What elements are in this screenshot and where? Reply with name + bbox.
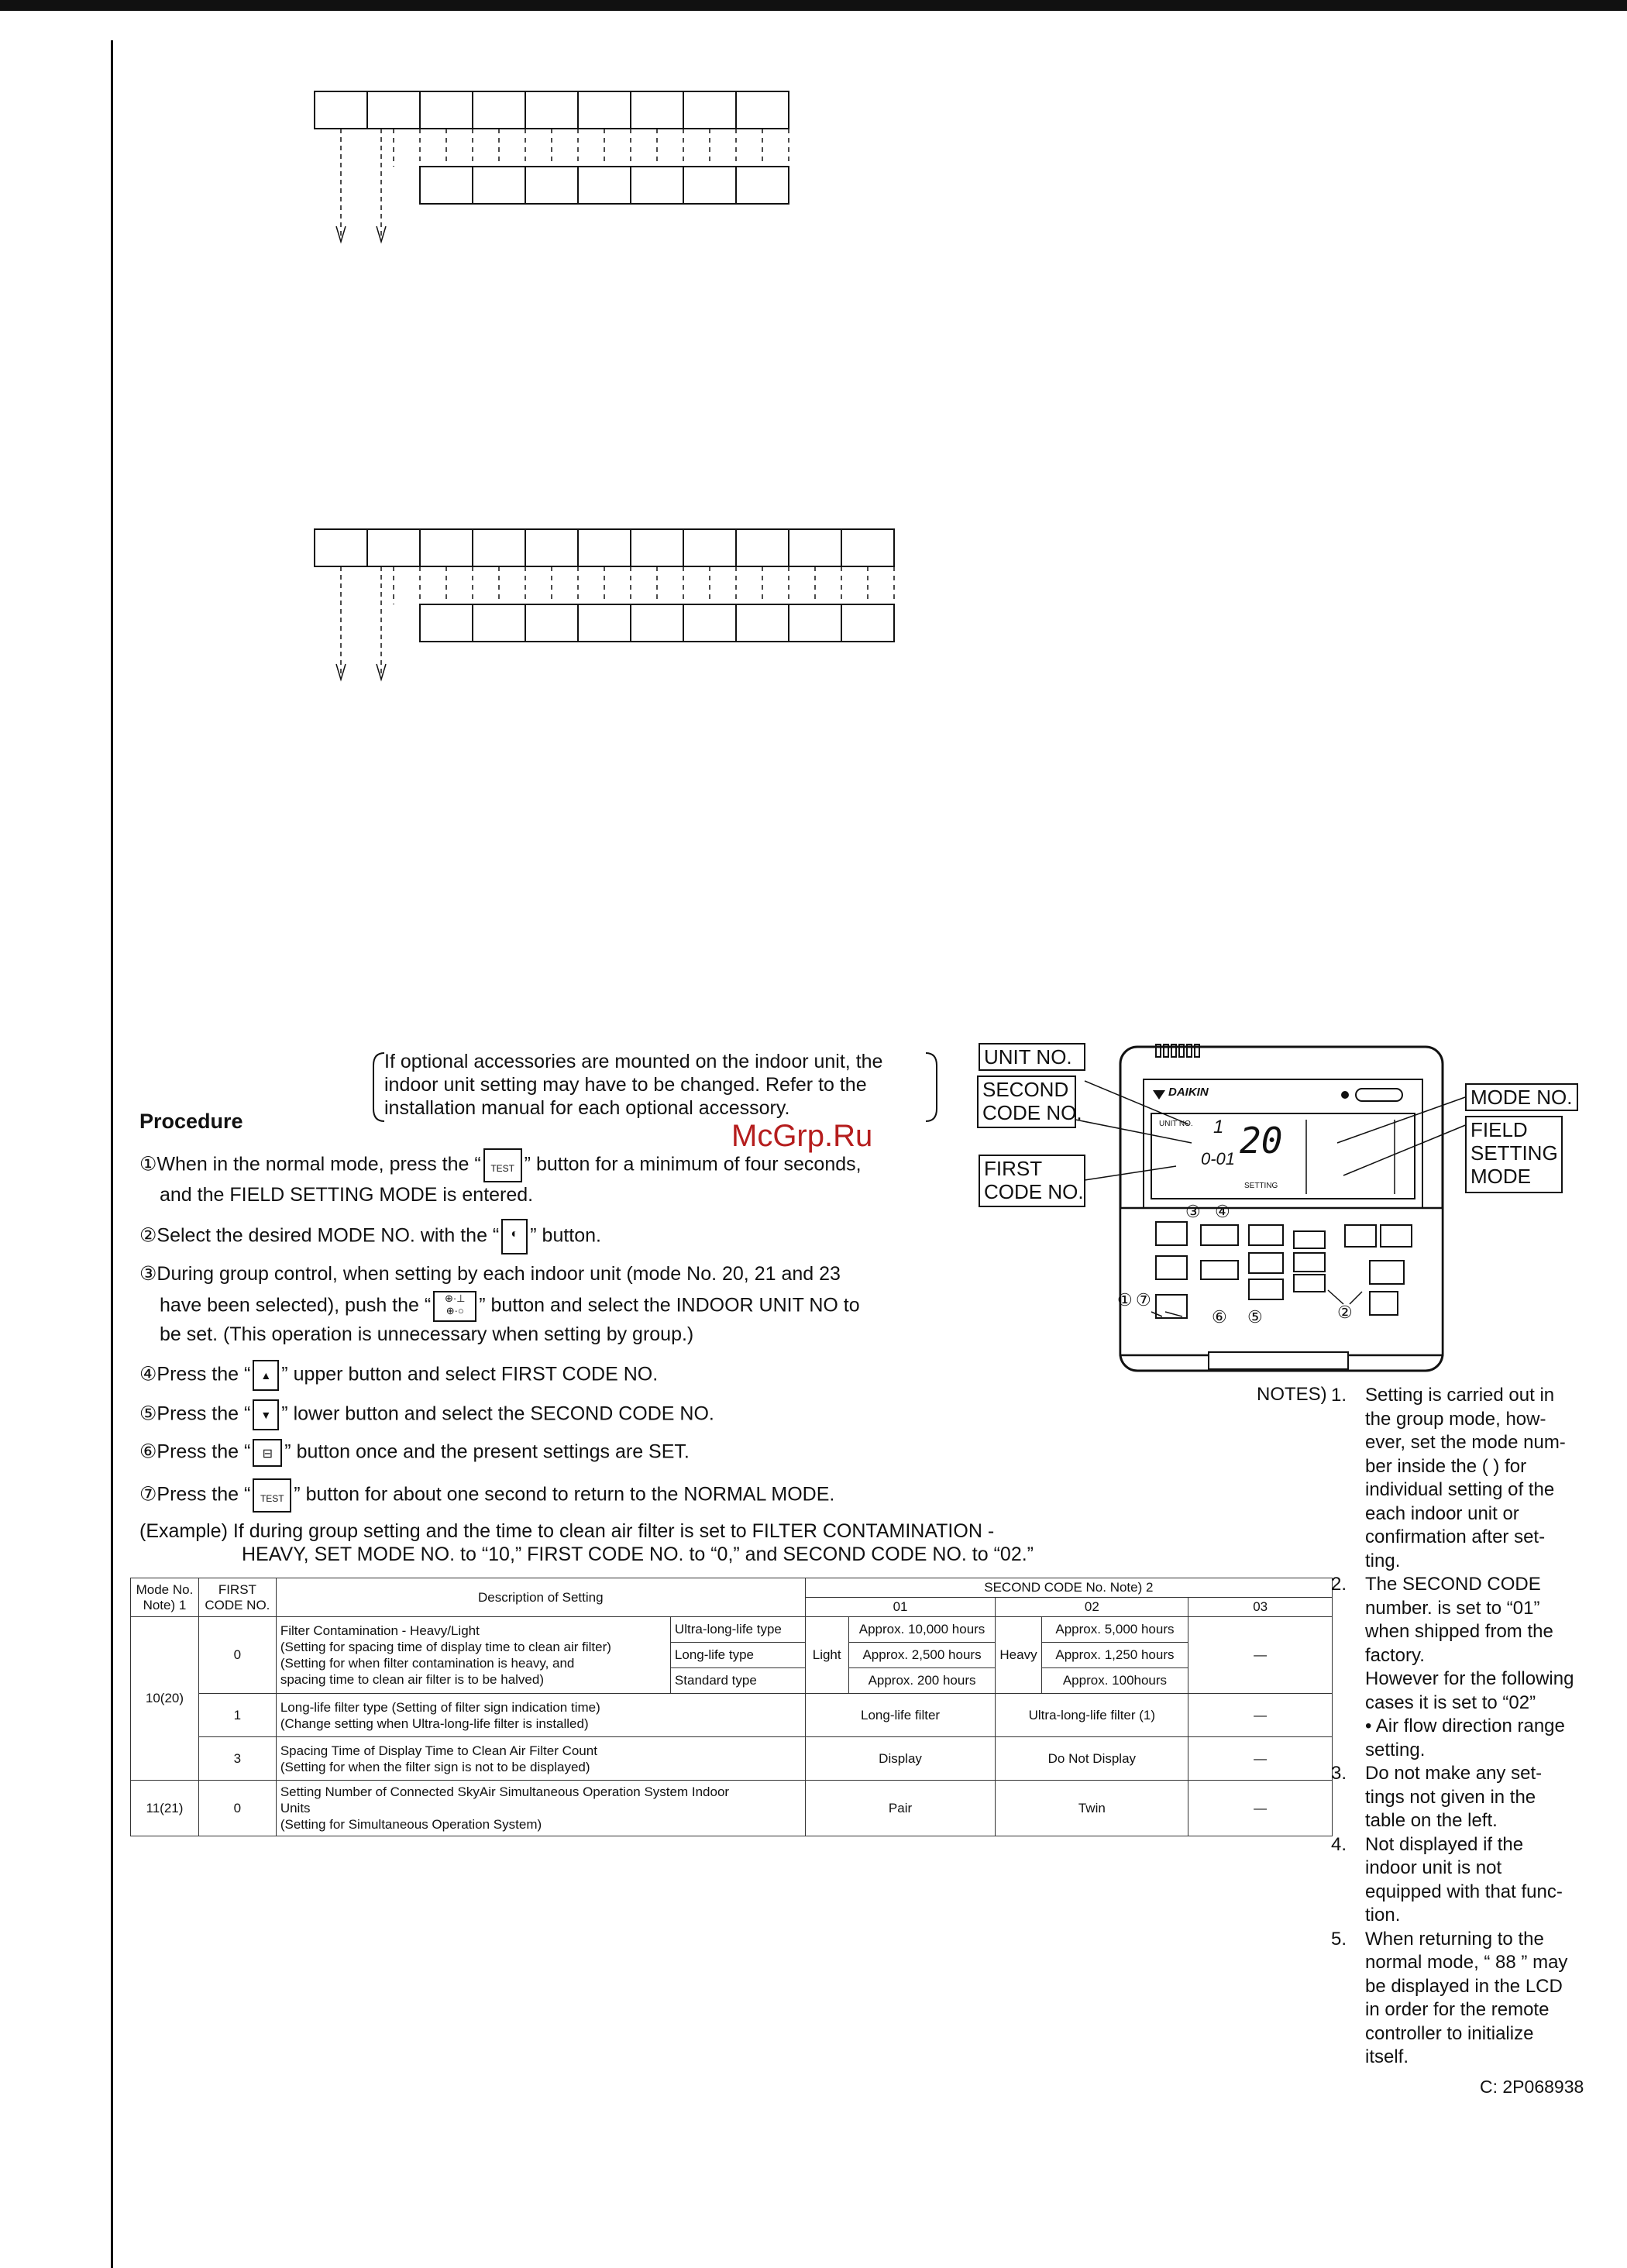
cell-first-code: 0 bbox=[198, 1617, 276, 1694]
desc-line: (Setting for when the filter sign is not to be displayed) bbox=[280, 1759, 590, 1774]
header-col-02: 02 bbox=[996, 1598, 1188, 1617]
header-col-03: 03 bbox=[1188, 1598, 1333, 1617]
label-unit-no: UNIT NO. bbox=[984, 1045, 1072, 1069]
procedure-step-7 bbox=[139, 1478, 834, 1513]
top-upper-box bbox=[473, 91, 525, 129]
mid-lower-box bbox=[473, 604, 525, 642]
mid-lower-box bbox=[631, 604, 683, 642]
note-line: when shipped from the bbox=[1365, 1621, 1553, 1642]
top-lower-box bbox=[473, 167, 525, 204]
desc-line: spacing time to clean air filter is to be halved) bbox=[280, 1672, 544, 1687]
top-lower-box bbox=[525, 167, 578, 204]
mid-upper-box bbox=[420, 529, 473, 566]
step-text: Select the desired MODE NO. with the “ bbox=[157, 1224, 500, 1247]
note-line: cases it is set to “02” bbox=[1365, 1692, 1536, 1713]
mid-upper-box bbox=[841, 529, 894, 566]
step-number: ⑤ bbox=[139, 1402, 157, 1425]
unit-select-key-icon: ⊕·⊥ ⊕·○ bbox=[433, 1291, 476, 1322]
header-text: Note) 1 bbox=[143, 1597, 187, 1612]
callout-6: ⑥ bbox=[1212, 1307, 1227, 1327]
label-field-line: MODE bbox=[1470, 1165, 1531, 1188]
callout-1: ① bbox=[1117, 1290, 1133, 1310]
cell-value: Approx. 2,500 hours bbox=[848, 1643, 996, 1668]
cell-mode: 11(21) bbox=[131, 1781, 199, 1836]
document-code: C: 2P068938 bbox=[1480, 2077, 1584, 2097]
mid-lower-box bbox=[683, 604, 736, 642]
step-text-cont: and the FIELD SETTING MODE is entered. bbox=[160, 1184, 534, 1206]
down-key-icon: ▼ bbox=[253, 1399, 279, 1430]
top-lower-box bbox=[631, 167, 683, 204]
step-text: ” button once and the present settings are SET. bbox=[284, 1440, 690, 1463]
callout-7: ⑦ bbox=[1136, 1290, 1151, 1310]
note-line: table on the left. bbox=[1365, 1810, 1498, 1831]
set-key-icon: ⊟ bbox=[253, 1439, 282, 1467]
cell-heavy: Heavy bbox=[996, 1617, 1041, 1694]
note-line: indoor unit is not bbox=[1365, 1857, 1502, 1878]
note-line: in order for the remote bbox=[1365, 1999, 1550, 2020]
step-text: ” upper button and select FIRST CODE NO. bbox=[281, 1363, 659, 1385]
note-line: ting. bbox=[1365, 1550, 1401, 1571]
cell-mode: 10(20) bbox=[131, 1617, 199, 1781]
cell-value: Approx. 1,250 hours bbox=[1041, 1643, 1188, 1668]
cell-value: — bbox=[1188, 1781, 1333, 1836]
top-upper-box bbox=[420, 91, 473, 129]
note-line: each indoor unit or bbox=[1365, 1502, 1519, 1524]
callout-5: ⑤ bbox=[1247, 1307, 1263, 1327]
cell-description bbox=[276, 1617, 670, 1694]
cell-value: Ultra-long-life filter (1) bbox=[996, 1694, 1188, 1737]
cell-value: Approx. 10,000 hours bbox=[848, 1617, 996, 1643]
note-line: be displayed in the LCD bbox=[1365, 1975, 1563, 1997]
note-line: tion. bbox=[1365, 1905, 1401, 1926]
mid-lower-box bbox=[736, 604, 789, 642]
note-line: tings not given in the bbox=[1365, 1786, 1536, 1808]
header-text: CODE NO. bbox=[205, 1597, 270, 1612]
step-text: When in the normal mode, press the “ bbox=[157, 1153, 481, 1175]
note-line: ber inside the ( ) for bbox=[1365, 1455, 1527, 1477]
mid-lower-box bbox=[525, 604, 578, 642]
notes-label: NOTES) bbox=[1257, 1384, 1327, 1405]
procedure-step-4 bbox=[139, 1360, 658, 1391]
top-upper-box bbox=[683, 91, 736, 129]
remote-controller-figure bbox=[976, 1042, 1581, 1375]
top-upper-box bbox=[736, 91, 789, 129]
note-item-4 bbox=[1331, 1833, 1610, 1928]
step-text: ” lower button and select the SECOND CODE NO. bbox=[281, 1402, 714, 1425]
accessory-note bbox=[370, 1050, 940, 1124]
desc-line: (Change setting when Ultra-long-life filter is installed) bbox=[280, 1716, 589, 1731]
label-first-code-line: CODE NO. bbox=[984, 1180, 1084, 1203]
procedure-step-6 bbox=[139, 1439, 690, 1467]
accessory-note-line: indoor unit setting may have to be changed. Refer to the bbox=[384, 1074, 867, 1096]
top-lower-box bbox=[683, 167, 736, 204]
cell-value: Do Not Display bbox=[996, 1737, 1188, 1781]
label-mode-no: MODE NO. bbox=[1470, 1086, 1573, 1109]
procedure-step-2 bbox=[139, 1219, 601, 1254]
accessory-note-line: If optional accessories are mounted on the indoor unit, the bbox=[384, 1051, 883, 1072]
note-item-3 bbox=[1331, 1762, 1610, 1833]
note-number: 4. bbox=[1331, 1833, 1347, 1855]
mid-upper-box bbox=[525, 529, 578, 566]
cell-description bbox=[276, 1737, 805, 1781]
note-line: controller to initialize bbox=[1365, 2022, 1534, 2044]
cell-filter-type: Long-life type bbox=[670, 1643, 805, 1668]
top-lower-box bbox=[736, 167, 789, 204]
mid-upper-box bbox=[631, 529, 683, 566]
margin-rule bbox=[111, 40, 113, 2268]
step-text: Press the “ bbox=[157, 1483, 251, 1506]
note-line: normal mode, “ 88 ” may bbox=[1365, 1952, 1568, 1973]
mid-lower-box bbox=[420, 604, 473, 642]
notes-list bbox=[1331, 1384, 1610, 2070]
cell-description bbox=[276, 1694, 805, 1737]
bit-diagram-middle bbox=[294, 523, 914, 686]
note-item-2 bbox=[1331, 1573, 1610, 1762]
callout-4: ④ bbox=[1215, 1202, 1230, 1221]
desc-line: Long-life filter type (Setting of filter sign indication time) bbox=[280, 1699, 600, 1715]
desc-line: Spacing Time of Display Time to Clean Air Filter Count bbox=[280, 1743, 597, 1758]
cell-first-code: 0 bbox=[198, 1781, 276, 1836]
note-line: Setting is carried out in bbox=[1365, 1385, 1555, 1406]
note-line: Not displayed if the bbox=[1365, 1833, 1524, 1855]
cell-value: Display bbox=[805, 1737, 996, 1781]
step-text: have been selected), push the “ bbox=[160, 1294, 432, 1316]
daikin-logo: DAIKIN bbox=[1168, 1086, 1209, 1099]
cell-first-code: 1 bbox=[198, 1694, 276, 1737]
header-second-code: SECOND CODE No. Note) 2 bbox=[805, 1578, 1332, 1598]
label-field-line: SETTING bbox=[1470, 1141, 1558, 1165]
label-first-code bbox=[984, 1157, 1084, 1203]
step-text: ” button and select the INDOOR UNIT NO to bbox=[479, 1294, 860, 1316]
step-number: ③ bbox=[139, 1263, 157, 1285]
example-line-2: HEAVY, SET MODE NO. to “10,” FIRST CODE NO. to “0,” and SECOND CODE NO. to “02.” bbox=[242, 1544, 1034, 1565]
desc-line: (Setting for when filter contamination is heavy, and bbox=[280, 1656, 575, 1671]
top-upper-box bbox=[631, 91, 683, 129]
cell-first-code: 3 bbox=[198, 1737, 276, 1781]
note-line: individual setting of the bbox=[1365, 1479, 1555, 1500]
step-text: During group control, when setting by each indoor unit (mode No. 20, 21 and 23 bbox=[157, 1263, 841, 1285]
note-line: number. is set to “01” bbox=[1365, 1597, 1540, 1619]
lcd-code-value: 0-01 bbox=[1201, 1149, 1236, 1168]
top-upper-box bbox=[367, 91, 420, 129]
note-number: 1. bbox=[1331, 1385, 1347, 1406]
note-line: factory. bbox=[1365, 1644, 1425, 1666]
step-number: ② bbox=[139, 1224, 157, 1247]
mode-key-icon: ◐ bbox=[501, 1219, 528, 1254]
label-first-code-line: FIRST bbox=[984, 1157, 1043, 1180]
top-lower-box bbox=[420, 167, 473, 204]
note-line: However for the following bbox=[1365, 1668, 1574, 1689]
example-line-1: (Example) If during group setting and the time to clean air filter is set to FILTER CONTAMINATION - bbox=[139, 1520, 995, 1542]
step-text: ” button. bbox=[530, 1224, 601, 1247]
step-text: Press the “ bbox=[157, 1440, 251, 1463]
cell-value: — bbox=[1188, 1617, 1333, 1694]
note-number: 5. bbox=[1331, 1928, 1347, 1950]
header-description: Description of Setting bbox=[276, 1578, 805, 1617]
note-line: When returning to the bbox=[1365, 1928, 1544, 1950]
cell-value: Long-life filter bbox=[805, 1694, 996, 1737]
note-line: ever, set the mode num- bbox=[1365, 1432, 1566, 1453]
desc-line: Filter Contamination - Heavy/Light bbox=[280, 1623, 480, 1638]
desc-line: Units bbox=[280, 1801, 311, 1815]
step-text: ” button for a minimum of four seconds, bbox=[524, 1153, 862, 1175]
mid-lower-box bbox=[789, 604, 841, 642]
top-upper-box bbox=[315, 91, 367, 129]
step-number: ④ bbox=[139, 1363, 157, 1385]
cell-value: — bbox=[1188, 1737, 1333, 1781]
top-lower-box bbox=[578, 167, 631, 204]
cell-value: Approx. 5,000 hours bbox=[1041, 1617, 1188, 1643]
cell-filter-type: Ultra-long-life type bbox=[670, 1617, 805, 1643]
header-text: Mode No. bbox=[136, 1581, 194, 1597]
mid-upper-box bbox=[789, 529, 841, 566]
label-second-code-line: CODE NO. bbox=[982, 1101, 1082, 1124]
cell-value: — bbox=[1188, 1694, 1333, 1737]
note-item-5 bbox=[1331, 1928, 1610, 2070]
desc-line: Setting Number of Connected SkyAir Simultaneous Operation System Indoor bbox=[280, 1784, 730, 1799]
mid-upper-box bbox=[736, 529, 789, 566]
cell-value: Twin bbox=[996, 1781, 1188, 1836]
step-text: ” button for about one second to return to the NORMAL MODE. bbox=[294, 1483, 835, 1506]
header-col-01: 01 bbox=[805, 1598, 996, 1617]
mid-upper-box bbox=[578, 529, 631, 566]
header-text: FIRST bbox=[218, 1581, 256, 1597]
note-number: 2. bbox=[1331, 1574, 1347, 1595]
mid-upper-box bbox=[315, 529, 367, 566]
note-line: confirmation after set- bbox=[1365, 1526, 1546, 1547]
top-upper-box bbox=[578, 91, 631, 129]
bit-diagram-top bbox=[294, 85, 837, 248]
mid-upper-box bbox=[683, 529, 736, 566]
top-upper-box bbox=[525, 91, 578, 129]
note-item-1 bbox=[1331, 1384, 1610, 1573]
lcd-mode-value: 20 bbox=[1240, 1120, 1283, 1162]
accessory-note-line: installation manual for each optional accessory. bbox=[384, 1097, 790, 1119]
desc-line: (Setting for Simultaneous Operation System) bbox=[280, 1817, 542, 1832]
step-text: Press the “ bbox=[157, 1363, 251, 1385]
step-number: ① bbox=[139, 1153, 157, 1175]
cell-value: Approx. 100hours bbox=[1041, 1668, 1188, 1694]
field-setting-table bbox=[130, 1578, 1333, 1836]
desc-line: (Setting for spacing time of display time to clean air filter) bbox=[280, 1640, 611, 1654]
lcd-unit-value: 1 bbox=[1213, 1117, 1224, 1137]
step-number: ⑦ bbox=[139, 1483, 157, 1506]
procedure-title: Procedure bbox=[139, 1110, 243, 1133]
note-line: setting. bbox=[1365, 1739, 1426, 1760]
procedure-step-1 bbox=[139, 1148, 862, 1207]
mid-lower-box bbox=[578, 604, 631, 642]
lcd-setting-label: SETTING bbox=[1244, 1182, 1278, 1190]
cell-value: Pair bbox=[805, 1781, 996, 1836]
callout-3: ③ bbox=[1185, 1202, 1201, 1221]
procedure-step-5 bbox=[139, 1399, 714, 1430]
procedure-step-3 bbox=[139, 1261, 860, 1347]
cell-value: Approx. 200 hours bbox=[848, 1668, 996, 1694]
note-number: 3. bbox=[1331, 1763, 1347, 1784]
header-mode-no bbox=[131, 1578, 199, 1617]
test-key-icon: TEST bbox=[483, 1148, 522, 1182]
step-text: Press the “ bbox=[157, 1402, 251, 1425]
step-text-cont: be set. (This operation is unnecessary when setting by group.) bbox=[160, 1323, 694, 1345]
note-line: • Air flow direction range bbox=[1365, 1716, 1565, 1736]
step-number: ⑥ bbox=[139, 1440, 157, 1463]
label-second-code-line: SECOND bbox=[982, 1078, 1069, 1101]
note-line: The SECOND CODE bbox=[1365, 1574, 1541, 1595]
header-first-code bbox=[198, 1578, 276, 1617]
note-line: the group mode, how- bbox=[1365, 1408, 1546, 1430]
top-border bbox=[0, 0, 1627, 11]
watermark: McGrp.Ru bbox=[731, 1119, 873, 1153]
note-line: Do not make any set- bbox=[1365, 1763, 1543, 1784]
cell-light: Light bbox=[805, 1617, 848, 1694]
label-field-setting-mode bbox=[1470, 1118, 1558, 1188]
note-line: equipped with that func- bbox=[1365, 1881, 1563, 1902]
mid-upper-box bbox=[367, 529, 420, 566]
up-key-icon: ▲ bbox=[253, 1360, 279, 1391]
mid-lower-box bbox=[841, 604, 894, 642]
note-line: itself. bbox=[1365, 2046, 1409, 2067]
test-key-icon: TEST bbox=[253, 1478, 291, 1513]
cell-filter-type: Standard type bbox=[670, 1668, 805, 1694]
callout-2: ② bbox=[1337, 1303, 1353, 1322]
cell-description bbox=[276, 1781, 805, 1836]
lcd-unit-label: UNIT NO. bbox=[1159, 1120, 1193, 1128]
label-field-line: FIELD bbox=[1470, 1118, 1528, 1141]
mid-upper-box bbox=[473, 529, 525, 566]
label-second-code bbox=[982, 1078, 1082, 1124]
